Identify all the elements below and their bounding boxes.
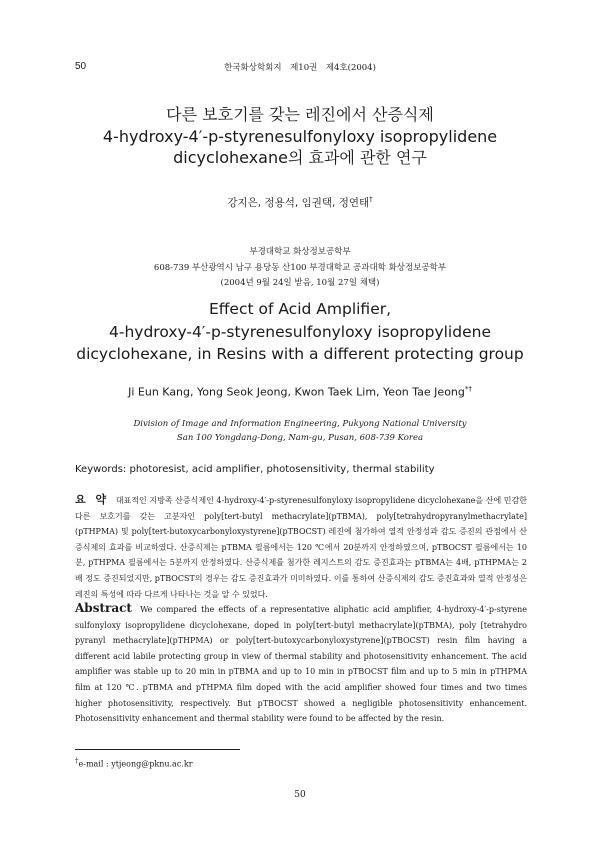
english-affiliation-line-2: San 100 Yongdang-Dong, Nam-gu, Pusan, 608-739 Korea bbox=[176, 432, 424, 443]
korean-title-line-2: 4-hydroxy-4′-p-styrenesulfonyloxy isopropylidene bbox=[102, 126, 498, 146]
footnote-email: e-mail : ytjeong@pknu.ac.kr bbox=[78, 759, 193, 769]
english-abstract-heading: Abstract bbox=[75, 601, 132, 615]
korean-affiliation-line-2: 608-739 부산광역시 남구 용당동 산100 부경대학교 공과대학 화상정보공학부 bbox=[153, 262, 447, 273]
english-abstract bbox=[75, 601, 527, 727]
korean-author-names: 강지은, 정용석, 임권택, 정연태 bbox=[227, 197, 370, 209]
korean-abstract-text: 대표적인 지방족 산증식제인 4-hydroxy-4′-p-styrenesulfonyloxy isopropylidene dicyclohexane을 산에 민감한 다른 보호기를 갖는 고분자인 poly[tert-butyl methacrylate](pTBMA), poly[tetrahydropyranylmethacrylate](pTHPMA) 및 poly[tert-butoxycarbonyloxystyrene](pTBOCST) 레진에 첨가하여 열적 안정성과 감도 증진의 관점에서 산증식제의 효과를 비교하였다. 산증식제는 pTBMA 필름에서는 120 ℃에서 20분까지 안정하였으며, pTBOCST 필름에서는 10분, pTHPMA 필름에서는 5분까지 안정하였다. 산증식제를 첨가한 레지스트의 감도 증진효과는 pTBMA는 4배, pTHPMA는 2배 정도 증진되었지만, pTBOCST의 경우는 감도 증진효과가 미미하였다. 이를 통하여 산증식제의 감도 증진효과와 열적 안정성은 레진의 특성에 따라 다르게 나타나는 것을 알 수 있었다. bbox=[75, 496, 527, 599]
korean-title-line-1: 다른 보호기를 갖는 레진에서 산증식제 bbox=[166, 105, 434, 124]
footnote-divider bbox=[75, 749, 240, 750]
footnote-mark: † bbox=[75, 757, 79, 765]
keywords: Keywords: photoresist, acid amplifier, photosensitivity, thermal stability bbox=[75, 464, 435, 475]
english-author-mark: *† bbox=[464, 385, 472, 393]
header-journal-name: 한국화상학회지 제10권 제4호(2004) bbox=[224, 63, 376, 73]
english-authors bbox=[0, 385, 600, 399]
english-title-line-3: dicyclohexane, in Resins with a different protecting group bbox=[76, 345, 524, 363]
english-author-names: Ji Eun Kang, Yong Seok Jeong, Kwon Taek Lim, Yeon Tae Jeong bbox=[128, 385, 465, 399]
korean-title-line-3: dicyclohexane의 효과에 관한 연구 bbox=[173, 148, 427, 167]
header-page-number: 50 bbox=[75, 61, 87, 72]
english-affiliation bbox=[0, 418, 600, 445]
korean-affiliation bbox=[0, 245, 600, 292]
korean-title bbox=[40, 104, 560, 169]
footer-page-number: 50 bbox=[294, 790, 306, 800]
footnote bbox=[75, 757, 193, 769]
english-abstract-text: We compared the effects of a representative aliphatic acid amplifier, 4-hydroxy-4′-p-styrene sulfonyloxy isopropylidene dicyclohexane, doped in poly[tert-butyl methacrylate](pTBMA), poly [tetrahydro pyranyl methacrylate](pTHPMA) or poly[tert-butoxycarbonyloxystyrene](pTBOCST) resin film having a different acid labile protecting group in view of thermal stability and photosensitivity enhancement. The acid amplifier was stable up to 20 min in pTBMA and up to 10 min in pTBOCST film and up to 5 min in pTHPMA film at 120 ℃. pTBMA and pTHPMA film doped with the acid amplifier showed four times and two times higher photosensitivity, respectively. But pTBOCST showed a negligible photosensitivity enhancement. Photosensitivity enhancement and thermal stability were found to be affected by the resin. bbox=[75, 605, 527, 724]
english-title-line-1: Effect of Acid Amplifier, bbox=[208, 300, 392, 318]
korean-abstract-heading: 요 약 bbox=[75, 493, 110, 506]
korean-author-mark: † bbox=[369, 195, 373, 204]
korean-abstract bbox=[75, 492, 527, 602]
korean-authors bbox=[0, 195, 600, 210]
english-title-line-2: 4-hydroxy-4′-p-styrenesulfonyloxy isopropylidene bbox=[109, 322, 491, 341]
korean-affiliation-line-1: 부경대학교 화상정보공학부 bbox=[249, 247, 351, 257]
english-affiliation-line-1: Division of Image and Information Engineering, Pukyong National University bbox=[133, 419, 467, 429]
english-title bbox=[30, 298, 570, 366]
korean-affiliation-line-3: (2004년 9월 24일 받음, 10월 27일 채택) bbox=[220, 278, 380, 288]
